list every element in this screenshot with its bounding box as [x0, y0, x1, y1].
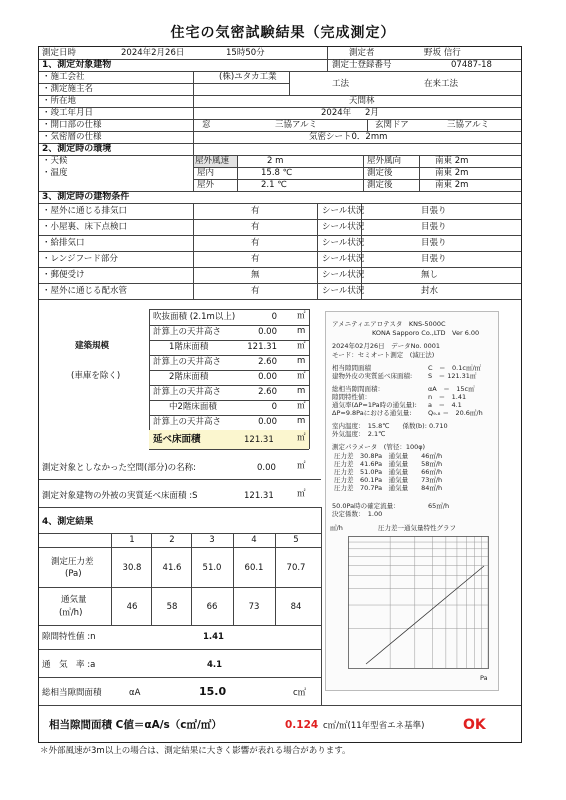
- slip-l8v: n ＝ 1.41: [428, 393, 467, 401]
- door-label: 玄関ドア: [375, 120, 409, 130]
- slip-l12: 外気温度： 2.1℃: [332, 430, 386, 438]
- inspector-label: 測定者: [349, 48, 375, 58]
- seal-label: シール状況: [322, 238, 365, 248]
- scale-row-value: 0.00: [258, 327, 277, 337]
- divider: [39, 507, 321, 508]
- slip-l9: 通気率(ΔP=1Pa時の通気量):: [332, 401, 417, 409]
- divider: [39, 131, 521, 132]
- actual-value: 121.31: [244, 491, 274, 501]
- scale-row-value: 0: [271, 402, 277, 412]
- result-standard: c㎡/㎡(11年型省エネ基準): [323, 721, 425, 731]
- slip-l9v: a ＝ 4.1: [428, 401, 462, 409]
- scale-row-label: 計算上の天井高さ: [153, 357, 222, 367]
- seal-label: シール状況: [322, 206, 365, 216]
- scale-row-value: 2.60: [258, 387, 277, 397]
- license-label: 測定士登録番号: [332, 60, 392, 70]
- slip-l6v: S ＝ 121.31㎡: [428, 372, 477, 380]
- divider: [309, 309, 310, 449]
- result-col-header: 5: [293, 535, 299, 545]
- scale-row-unit: m: [297, 356, 306, 366]
- divider: [149, 400, 309, 401]
- outdoor-value: 2.1 ℃: [261, 180, 287, 190]
- seal-status: 目張り: [421, 222, 447, 232]
- condition-label: ・屋外に通じる配水管: [42, 286, 128, 296]
- section-2-heading: 2、測定時の環境: [42, 144, 112, 154]
- condition-value: 無: [251, 270, 260, 280]
- opening-label: ・開口部の仕様: [42, 120, 102, 130]
- method-value: 在来工法: [424, 79, 459, 89]
- slip-l7v: αA ＝ 15c㎡: [428, 385, 475, 393]
- scale-row-value: 2.60: [258, 357, 277, 367]
- divider: [193, 179, 521, 180]
- slip-param-row: 圧力差 30.8Pa 通気量 46㎥/h: [334, 452, 443, 460]
- weather-label: ・天候: [42, 156, 68, 166]
- total-area-unit: ㎡: [297, 433, 306, 443]
- pressure-value: 60.1: [244, 563, 264, 573]
- slip-l14: 50.0Pa時の確定流量：: [332, 502, 400, 510]
- divider: [39, 59, 521, 60]
- total-gap-symbol: αA: [129, 688, 141, 698]
- n-label: 隙間特性値 :n: [42, 632, 96, 642]
- slip-l8: 隙間特性値：: [332, 393, 371, 401]
- slip-l13: 測定パラメータ (管径：100φ): [332, 443, 426, 451]
- outdoor-label: 屋外: [197, 180, 215, 190]
- divider: [39, 649, 321, 650]
- result-col-header: 4: [251, 535, 257, 545]
- seal-label: シール状況: [322, 270, 365, 280]
- condition-value: 有: [251, 206, 260, 216]
- scale-row-value: 0.00: [258, 372, 277, 382]
- time-value: 15時50分: [226, 48, 265, 58]
- divider: [39, 235, 521, 236]
- condition-label: ・給排気口: [42, 238, 85, 248]
- total-gap-label: 総相当隙間面積: [42, 688, 102, 698]
- footnote: ＊外部風速が3m以上の場合は、測定結果に大きく影響が表れる場合があります。: [40, 746, 351, 756]
- divider: [149, 355, 309, 356]
- divider: [149, 340, 309, 341]
- completion-year: 2024年: [321, 108, 352, 118]
- a-value: 4.1: [207, 660, 223, 670]
- after2-label: 測定後: [367, 180, 393, 190]
- seal-label: シール状況: [322, 286, 365, 296]
- total-area-value: 121.31: [244, 435, 274, 445]
- wind-label: 屋外風速: [195, 156, 230, 166]
- flow-value: 84: [290, 602, 302, 612]
- scale-row-label: 計算上の天井高さ: [153, 387, 222, 397]
- page-title: 住宅の気密試験結果（完成測定）: [170, 25, 396, 41]
- slip-maker: KONA Sapporo Co.,LTD Ver 6.00: [372, 329, 480, 337]
- graph-ylabel: ㎥/h: [330, 524, 343, 532]
- scale-row-label: 2階床面積: [169, 372, 209, 382]
- scale-row-label: 計算上の天井高さ: [153, 327, 222, 337]
- slip-device: アメニティエアロテスタ KNS-5000C: [332, 320, 446, 328]
- window-value: 三協アルミ: [275, 120, 318, 130]
- measurement-slip: [325, 311, 499, 691]
- slip-date: 2024年02月26日 データNo. 0001: [332, 342, 440, 350]
- total-gap-value: 15.0: [199, 685, 227, 698]
- n-value: 1.41: [203, 632, 224, 642]
- completion-month: 2月: [365, 108, 379, 118]
- total-area-label: 延べ床面積: [153, 434, 201, 445]
- scale-row-unit: ㎡: [297, 371, 306, 381]
- excluded-label: 測定対象としなかった空間(部分)の名称:: [42, 463, 196, 473]
- seal-status: 目張り: [421, 238, 447, 248]
- pressure-label: 測定圧力差: [51, 557, 94, 567]
- condition-value: 有: [251, 286, 260, 296]
- condition-label: ・小屋裏、床下点検口: [42, 222, 128, 232]
- builder-label: ・施工会社: [42, 72, 85, 82]
- location-label: ・所在地: [42, 96, 77, 106]
- scale-row-label: 1階床面積: [169, 342, 209, 352]
- condition-label: ・レンジフード部分: [42, 254, 118, 264]
- pressure-value: 51.0: [202, 563, 222, 573]
- actual-label: 測定対象建物の外被の実質延べ床面積 :S: [42, 491, 198, 501]
- divider: [39, 705, 521, 706]
- slip-l10: ΔP=9.8Paにおける通気量:: [332, 409, 412, 417]
- slip-l11: 室内温度： 15.8℃ 係数(b): 0.710: [332, 422, 448, 430]
- divider: [289, 71, 290, 95]
- divider: [149, 415, 309, 416]
- airtight-value: 気密シート0．2mm: [309, 132, 388, 142]
- airtight-label: ・気密層の仕様: [42, 132, 102, 142]
- winddir-label: 屋外風向: [367, 156, 402, 166]
- scale-row-label: 吹抜面積 (2.1m以上): [153, 312, 236, 322]
- divider: [39, 625, 321, 626]
- divider: [149, 370, 309, 371]
- divider: [39, 251, 521, 252]
- flow-value: 66: [206, 602, 218, 612]
- scale-row-unit: ㎡: [297, 311, 306, 321]
- slip-l7: 総相当隙間面積：: [332, 385, 384, 393]
- divider: [363, 155, 364, 191]
- divider: [39, 143, 521, 144]
- divider: [39, 547, 321, 548]
- condition-value: 有: [251, 238, 260, 248]
- condition-label: ・屋外に通じる排気口: [42, 206, 128, 216]
- slip-param-row: 圧力差 41.6Pa 通気量 58㎥/h: [334, 460, 443, 468]
- divider: [149, 385, 309, 386]
- after1-value: 南東 2m: [435, 168, 469, 178]
- scale-row-label: 中2階床面積: [169, 402, 217, 412]
- graph-title: 圧力差一通気量特性グラフ: [378, 524, 456, 532]
- characteristic-graph: [348, 536, 490, 670]
- slip-mode: モード：セミオート測定 (減圧法): [332, 351, 435, 359]
- after1-label: 測定後: [367, 168, 393, 178]
- condition-value: 有: [251, 254, 260, 264]
- owner-label: ・測定施主名: [42, 84, 94, 94]
- pressure-value: 70.7: [286, 563, 306, 573]
- excluded-unit: ㎡: [297, 461, 306, 471]
- graph-xlabel: Pa: [480, 674, 488, 682]
- divider: [149, 325, 309, 326]
- flow-label: 通気量: [61, 595, 87, 605]
- divider: [149, 309, 309, 310]
- divider: [193, 155, 194, 191]
- section-3-heading: 3、測定時の建物条件: [42, 192, 130, 202]
- slip-param-row: 圧力差 51.0Pa 通気量 66㎥/h: [334, 468, 443, 476]
- slip-l15: 決定係数： 1.00: [332, 510, 383, 518]
- inspector-value: 野坂 信行: [424, 48, 461, 58]
- divider: [39, 283, 521, 284]
- flow-value: 58: [166, 602, 178, 612]
- winddir-value: 南東 2m: [435, 156, 469, 166]
- flow-value: 46: [126, 602, 138, 612]
- divider: [39, 107, 521, 108]
- after2-value: 南東 2m: [435, 180, 469, 190]
- scale-row-unit: m: [297, 326, 306, 336]
- seal-label: シール状況: [322, 254, 365, 264]
- slip-l14v: 65㎥/h: [428, 502, 450, 510]
- section-4-heading: 4、測定結果: [42, 517, 94, 527]
- temp-label: ・温度: [42, 168, 68, 178]
- divider: [39, 479, 321, 480]
- divider: [367, 119, 368, 131]
- result-verdict: OK: [463, 717, 486, 733]
- scale-row-value: 0: [271, 312, 277, 322]
- seal-label: シール状況: [322, 222, 365, 232]
- divider: [39, 71, 521, 72]
- wind-value: 2 m: [267, 156, 284, 166]
- slip-l5v: C ＝ 0.1c㎡/㎡: [428, 364, 482, 372]
- pressure-value: 30.8: [122, 563, 142, 573]
- divider: [39, 203, 521, 204]
- excluded-value: 0.00: [257, 463, 276, 473]
- method-label: 工法: [332, 79, 350, 89]
- window-label: 窓: [202, 120, 211, 130]
- divider: [39, 267, 521, 268]
- divider: [237, 155, 238, 191]
- scale-row-value: 121.31: [247, 342, 277, 352]
- scale-note: (車庫を除く): [71, 371, 121, 381]
- divider: [193, 167, 521, 168]
- section-1-heading: 1、測定対象建物: [42, 60, 112, 70]
- divider: [419, 155, 420, 191]
- seal-status: 目張り: [421, 206, 447, 216]
- slip-l10v: Q₉.₈ ＝ 20.6㎥/h: [428, 409, 483, 417]
- slip-param-row: 圧力差 60.1Pa 通気量 73㎥/h: [334, 476, 443, 484]
- divider: [39, 95, 521, 96]
- scale-heading: 建築規模: [75, 341, 110, 351]
- scale-row-value: 0.00: [258, 417, 277, 427]
- divider: [327, 47, 328, 71]
- indoor-label: 屋内: [197, 168, 215, 178]
- seal-status: 目張り: [421, 254, 447, 264]
- result-col-header: 3: [209, 535, 215, 545]
- flow-unit: (㎥/h): [59, 608, 83, 618]
- indoor-value: 15.8 ℃: [261, 168, 293, 178]
- divider: [39, 219, 521, 220]
- divider: [321, 507, 322, 705]
- seal-status: 無し: [421, 270, 439, 280]
- door-value: 三協アルミ: [447, 120, 490, 130]
- date-value: 2024年2月26日: [121, 48, 185, 58]
- actual-unit: ㎡: [297, 489, 306, 499]
- result-value: 0.124: [285, 719, 319, 731]
- total-gap-unit: c㎡: [293, 688, 307, 698]
- pressure-value: 41.6: [162, 563, 182, 573]
- completion-label: ・竣工年月日: [42, 108, 94, 118]
- divider: [39, 533, 321, 534]
- scale-row-unit: m: [297, 386, 306, 396]
- divider: [39, 677, 321, 678]
- pressure-unit: (Pa): [65, 569, 82, 579]
- divider: [149, 449, 309, 450]
- builder-value: (株)ユタカ工業: [219, 72, 277, 82]
- condition-label: ・郵便受け: [42, 270, 85, 280]
- slip-l5: 相当隙間面積: [332, 364, 371, 372]
- scale-row-label: 計算上の天井高さ: [153, 417, 222, 427]
- date-label: 測定日時: [42, 48, 77, 58]
- scale-row-unit: m: [297, 416, 306, 426]
- scale-row-unit: ㎡: [297, 341, 306, 351]
- result-col-header: 1: [129, 535, 135, 545]
- seal-status: 封水: [421, 286, 439, 296]
- location-value: 天間林: [349, 96, 375, 106]
- slip-l6: 建物外皮の実質延べ床面積:: [332, 372, 413, 380]
- divider: [39, 299, 521, 300]
- scale-row-unit: ㎡: [297, 401, 306, 411]
- result-col-header: 2: [169, 535, 175, 545]
- condition-value: 有: [251, 222, 260, 232]
- license-value: 07487-18: [451, 60, 492, 70]
- flow-value: 73: [248, 602, 260, 612]
- divider: [149, 309, 150, 449]
- a-label: 通 気 率 :a: [42, 660, 96, 670]
- slip-param-row: 圧力差 70.7Pa 通気量 84㎥/h: [334, 484, 443, 492]
- divider: [39, 587, 321, 588]
- result-label: 相当隙間面積 C値＝αA/s（c㎡/㎡）: [49, 719, 222, 731]
